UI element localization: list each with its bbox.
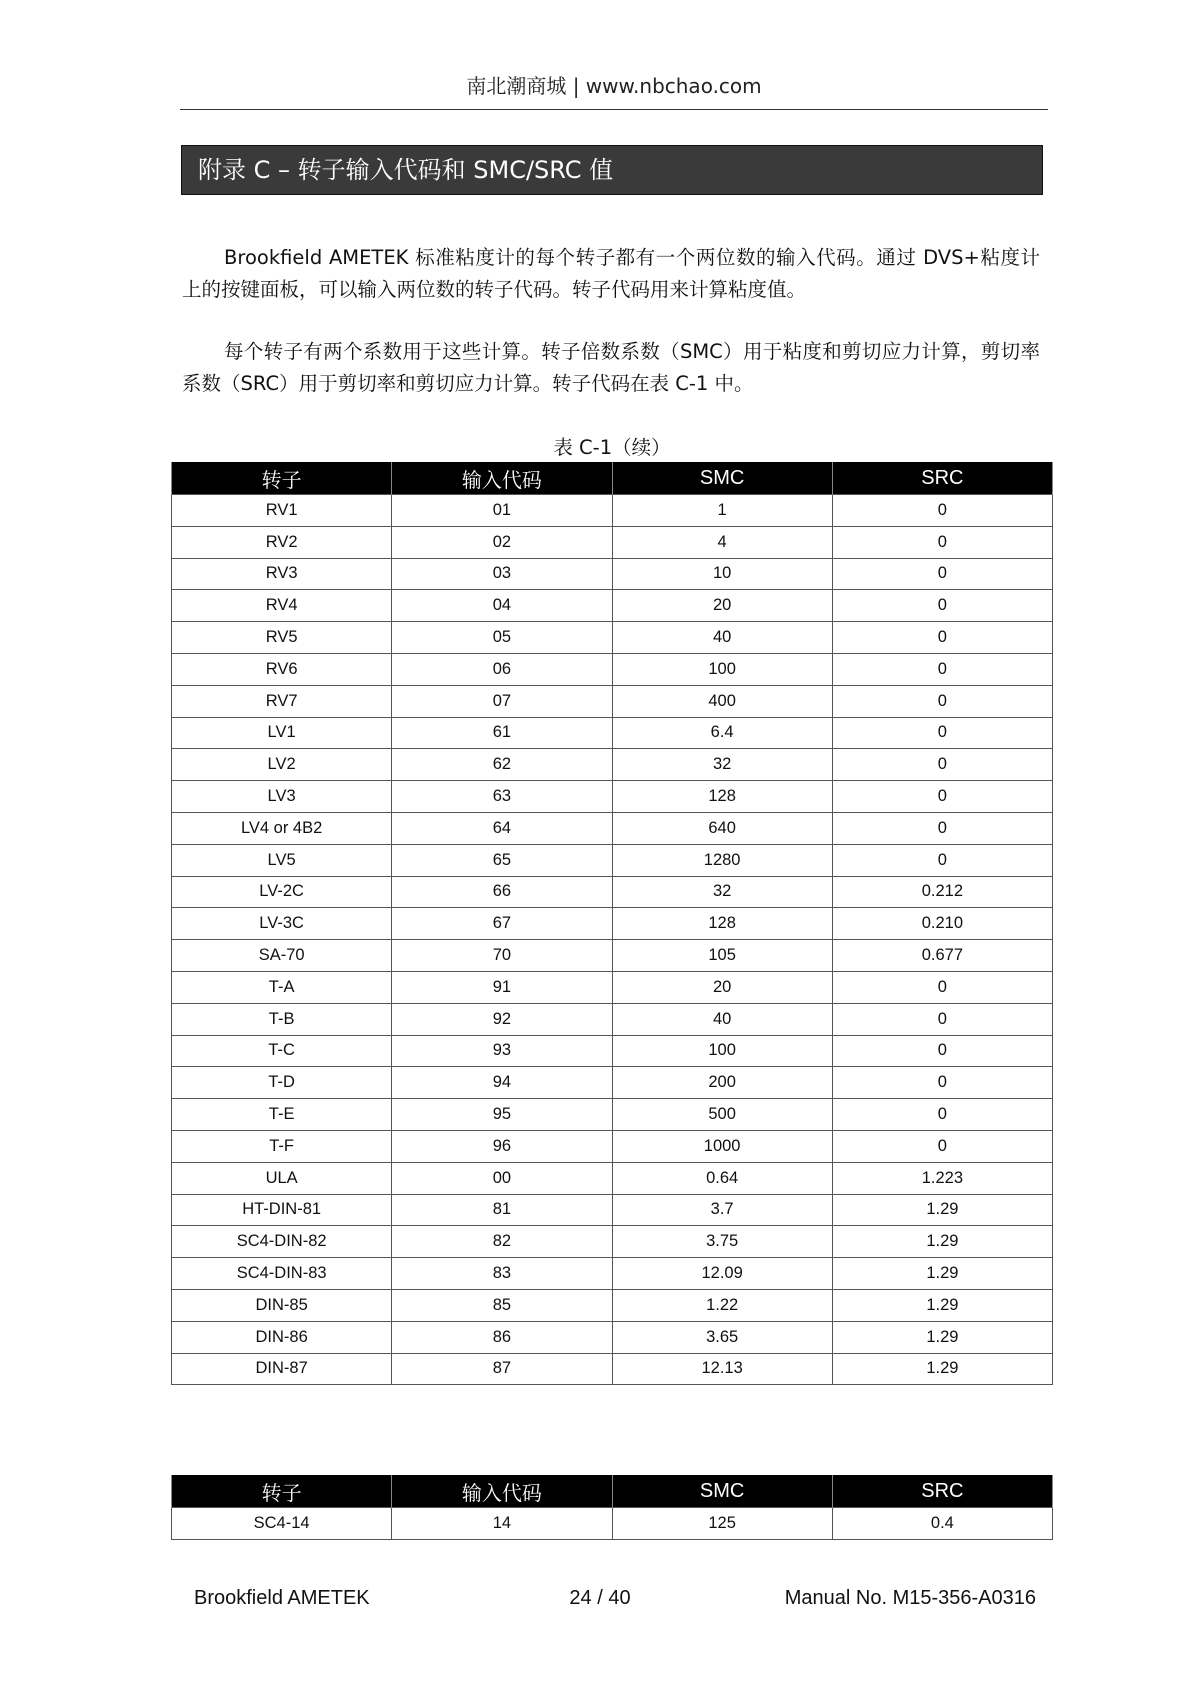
header-smc: SMC xyxy=(612,462,832,495)
cell-smc: 100 xyxy=(612,653,832,685)
cell-entry-code: 87 xyxy=(392,1353,612,1385)
cell-smc: 105 xyxy=(612,940,832,972)
cell-entry-code: 63 xyxy=(392,781,612,813)
table-row xyxy=(172,1258,1053,1290)
cell-entry-code: 00 xyxy=(392,1162,612,1194)
table-row xyxy=(172,844,1053,876)
cell-entry-code: 14 xyxy=(392,1508,612,1540)
footer-manual-number: Manual No. M15-356-A0316 xyxy=(784,1587,1036,1609)
cell-smc: 640 xyxy=(612,812,832,844)
table-row xyxy=(172,876,1053,908)
cell-src: 0 xyxy=(832,717,1052,749)
table-row xyxy=(172,1321,1053,1353)
spindle-code-table-continued xyxy=(171,1475,1053,1540)
cell-src: 0.212 xyxy=(832,876,1052,908)
cell-smc: 1 xyxy=(612,495,832,527)
table-row xyxy=(172,558,1053,590)
cell-entry-code: 07 xyxy=(392,685,612,717)
cell-src: 0 xyxy=(832,685,1052,717)
cell-smc: 6.4 xyxy=(612,717,832,749)
cell-spindle: SA-70 xyxy=(172,940,392,972)
header-site: 南北潮商城 | www.nbchao.com xyxy=(466,74,762,98)
cell-smc: 200 xyxy=(612,1067,832,1099)
table-row xyxy=(172,1130,1053,1162)
table-row xyxy=(172,1035,1053,1067)
cell-spindle: RV3 xyxy=(172,558,392,590)
cell-spindle: RV5 xyxy=(172,622,392,654)
cell-entry-code: 64 xyxy=(392,812,612,844)
cell-spindle: LV-2C xyxy=(172,876,392,908)
cell-smc: 40 xyxy=(612,622,832,654)
cell-src: 0 xyxy=(832,749,1052,781)
cell-smc: 1.22 xyxy=(612,1289,832,1321)
cell-smc: 20 xyxy=(612,971,832,1003)
cell-smc: 500 xyxy=(612,1099,832,1131)
cell-src: 1.223 xyxy=(832,1162,1052,1194)
cell-spindle: SC4-DIN-83 xyxy=(172,1258,392,1290)
footer-company: Brookfield AMETEK xyxy=(194,1587,370,1609)
cell-entry-code: 92 xyxy=(392,1003,612,1035)
table-header-row xyxy=(172,1475,1053,1508)
table-row xyxy=(172,653,1053,685)
cell-spindle: DIN-85 xyxy=(172,1289,392,1321)
cell-entry-code: 95 xyxy=(392,1099,612,1131)
cell-smc: 12.13 xyxy=(612,1353,832,1385)
cell-entry-code: 86 xyxy=(392,1321,612,1353)
cell-spindle: T-A xyxy=(172,971,392,1003)
cell-smc: 3.65 xyxy=(612,1321,832,1353)
cell-smc: 125 xyxy=(612,1508,832,1540)
cell-entry-code: 67 xyxy=(392,908,612,940)
table-row xyxy=(172,908,1053,940)
table-row xyxy=(172,812,1053,844)
cell-src: 0.677 xyxy=(832,940,1052,972)
cell-smc: 10 xyxy=(612,558,832,590)
cell-spindle: RV4 xyxy=(172,590,392,622)
cell-src: 1.29 xyxy=(832,1258,1052,1290)
table-row xyxy=(172,495,1053,527)
table-row xyxy=(172,717,1053,749)
table-header-row xyxy=(172,462,1053,495)
cell-src: 0 xyxy=(832,526,1052,558)
table-row xyxy=(172,1508,1053,1540)
cell-entry-code: 82 xyxy=(392,1226,612,1258)
table-row xyxy=(172,749,1053,781)
cell-src: 1.29 xyxy=(832,1321,1052,1353)
cell-smc: 100 xyxy=(612,1035,832,1067)
cell-spindle: DIN-87 xyxy=(172,1353,392,1385)
cell-entry-code: 85 xyxy=(392,1289,612,1321)
header-spindle: 转子 xyxy=(172,1475,392,1508)
cell-spindle: T-F xyxy=(172,1130,392,1162)
table-row xyxy=(172,1289,1053,1321)
cell-spindle: LV1 xyxy=(172,717,392,749)
cell-src: 1.29 xyxy=(832,1289,1052,1321)
cell-src: 0 xyxy=(832,781,1052,813)
cell-spindle: SC4-14 xyxy=(172,1508,392,1540)
cell-smc: 4 xyxy=(612,526,832,558)
table-row xyxy=(172,1162,1053,1194)
cell-spindle: LV3 xyxy=(172,781,392,813)
header-spindle: 转子 xyxy=(172,462,392,495)
table-caption: 表 C-1（续） xyxy=(553,436,671,459)
cell-entry-code: 05 xyxy=(392,622,612,654)
cell-smc: 1000 xyxy=(612,1130,832,1162)
paragraph-coefficients: 每个转子有两个系数用于这些计算。转子倍数系数（SMC）用于粘度和剪切应力计算，剪切率系数（SRC）用于剪切率和剪切应力计算。转子代码在表 C-1 中。 xyxy=(182,340,1040,395)
table-row xyxy=(172,940,1053,972)
cell-src: 0 xyxy=(832,1099,1052,1131)
cell-src: 0 xyxy=(832,812,1052,844)
cell-spindle: T-C xyxy=(172,1035,392,1067)
cell-smc: 0.64 xyxy=(612,1162,832,1194)
cell-smc: 128 xyxy=(612,781,832,813)
header-src: SRC xyxy=(832,1475,1052,1508)
cell-spindle: HT-DIN-81 xyxy=(172,1194,392,1226)
cell-src: 0 xyxy=(832,495,1052,527)
cell-spindle: T-E xyxy=(172,1099,392,1131)
cell-smc: 3.75 xyxy=(612,1226,832,1258)
cell-src: 0 xyxy=(832,653,1052,685)
table-body xyxy=(172,495,1053,1385)
cell-src: 0 xyxy=(832,558,1052,590)
cell-entry-code: 06 xyxy=(392,653,612,685)
cell-spindle: RV6 xyxy=(172,653,392,685)
cell-entry-code: 93 xyxy=(392,1035,612,1067)
header-src: SRC xyxy=(832,462,1052,495)
cell-spindle: T-D xyxy=(172,1067,392,1099)
table-row xyxy=(172,1194,1053,1226)
cell-entry-code: 01 xyxy=(392,495,612,527)
cell-src: 1.29 xyxy=(832,1226,1052,1258)
cell-entry-code: 04 xyxy=(392,590,612,622)
cell-entry-code: 83 xyxy=(392,1258,612,1290)
cell-src: 1.29 xyxy=(832,1194,1052,1226)
cell-src: 0.4 xyxy=(832,1508,1052,1540)
cell-spindle: LV2 xyxy=(172,749,392,781)
table-row xyxy=(172,1353,1053,1385)
cell-smc: 32 xyxy=(612,876,832,908)
header-rule xyxy=(180,109,1048,110)
table-row xyxy=(172,685,1053,717)
cell-smc: 3.7 xyxy=(612,1194,832,1226)
cell-spindle: DIN-86 xyxy=(172,1321,392,1353)
cell-entry-code: 94 xyxy=(392,1067,612,1099)
table-row xyxy=(172,971,1053,1003)
cell-src: 0 xyxy=(832,1035,1052,1067)
footer-page-number: 24 / 40 xyxy=(569,1587,631,1609)
cell-entry-code: 91 xyxy=(392,971,612,1003)
cell-spindle: LV5 xyxy=(172,844,392,876)
table-row xyxy=(172,622,1053,654)
cell-src: 0 xyxy=(832,1003,1052,1035)
table-body xyxy=(172,1508,1053,1540)
cell-src: 0 xyxy=(832,1130,1052,1162)
cell-entry-code: 81 xyxy=(392,1194,612,1226)
cell-src: 0.210 xyxy=(832,908,1052,940)
table-row xyxy=(172,526,1053,558)
cell-spindle: T-B xyxy=(172,1003,392,1035)
cell-spindle: LV4 or 4B2 xyxy=(172,812,392,844)
cell-smc: 1280 xyxy=(612,844,832,876)
table-row xyxy=(172,1226,1053,1258)
cell-spindle: LV-3C xyxy=(172,908,392,940)
header-entry-code: 输入代码 xyxy=(392,462,612,495)
table-row xyxy=(172,1003,1053,1035)
cell-src: 0 xyxy=(832,844,1052,876)
cell-entry-code: 65 xyxy=(392,844,612,876)
table-row xyxy=(172,1099,1053,1131)
cell-spindle: RV7 xyxy=(172,685,392,717)
cell-spindle: RV1 xyxy=(172,495,392,527)
cell-entry-code: 70 xyxy=(392,940,612,972)
section-title: 附录 C – 转子输入代码和 SMC/SRC 值 xyxy=(181,145,1043,195)
cell-smc: 20 xyxy=(612,590,832,622)
cell-smc: 32 xyxy=(612,749,832,781)
header-entry-code: 输入代码 xyxy=(392,1475,612,1508)
cell-src: 0 xyxy=(832,971,1052,1003)
header-smc: SMC xyxy=(612,1475,832,1508)
cell-entry-code: 96 xyxy=(392,1130,612,1162)
cell-smc: 12.09 xyxy=(612,1258,832,1290)
cell-entry-code: 61 xyxy=(392,717,612,749)
cell-spindle: RV2 xyxy=(172,526,392,558)
cell-entry-code: 02 xyxy=(392,526,612,558)
cell-spindle: SC4-DIN-82 xyxy=(172,1226,392,1258)
table-row xyxy=(172,781,1053,813)
cell-src: 1.29 xyxy=(832,1353,1052,1385)
cell-smc: 400 xyxy=(612,685,832,717)
cell-entry-code: 03 xyxy=(392,558,612,590)
cell-src: 0 xyxy=(832,1067,1052,1099)
cell-src: 0 xyxy=(832,590,1052,622)
cell-spindle: ULA xyxy=(172,1162,392,1194)
paragraph-intro: Brookfield AMETEK 标准粘度计的每个转子都有一个两位数的输入代码。通过 DVS+粘度计上的按键面板，可以输入两位数的转子代码。转子代码用来计算粘度值。 xyxy=(182,246,1040,301)
cell-src: 0 xyxy=(832,622,1052,654)
cell-entry-code: 66 xyxy=(392,876,612,908)
table-row xyxy=(172,1067,1053,1099)
cell-entry-code: 62 xyxy=(392,749,612,781)
table-row xyxy=(172,590,1053,622)
cell-smc: 40 xyxy=(612,1003,832,1035)
cell-smc: 128 xyxy=(612,908,832,940)
spindle-code-table xyxy=(171,462,1053,1385)
